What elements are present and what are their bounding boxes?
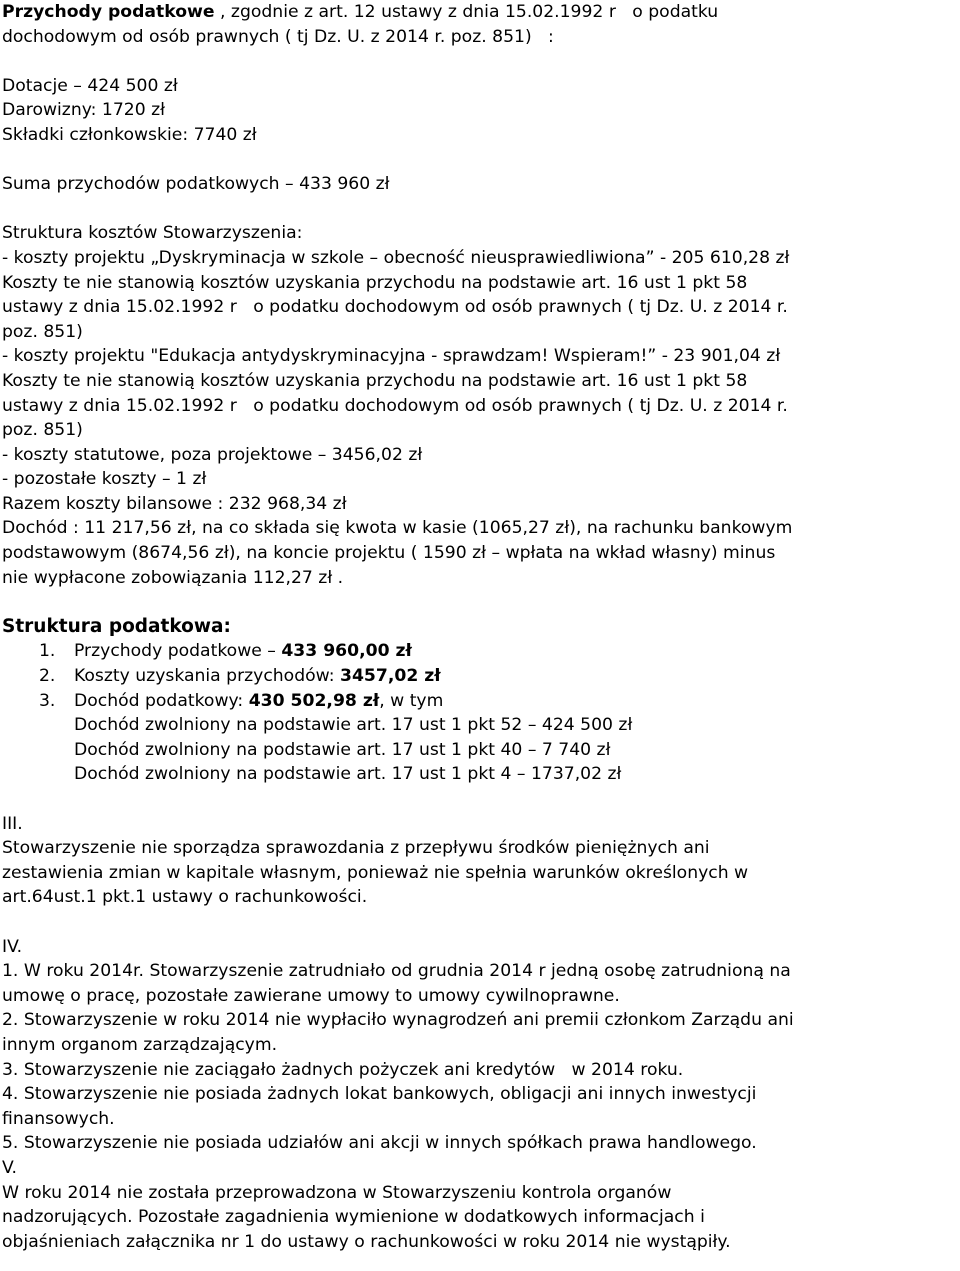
section-4-line: 3. Stowarzyszenie nie zaciągało żadnych pożyczek ani kredytów w 2014 roku. <box>2 1059 684 1080</box>
revenue-line: Darowizny: 1720 zł <box>2 100 166 121</box>
intro-title: Przychody podatkowe <box>2 2 215 22</box>
section-5-line: objaśnieniach załącznika nr 1 do ustawy o rachunkowości w roku 2014 nie wystąpiły. <box>2 1231 731 1252</box>
section-5-line: nadzorujących. Pozostałe zagadnienia wymienione w dodatkowych informacjach i <box>2 1207 705 1228</box>
costs-title: Struktura kosztów Stowarzyszenia: <box>2 223 303 244</box>
cost-line: Dochód : 11 217,56 zł, na co składa się kwota w kasie (1065,27 zł), na rachunku bankowym <box>2 518 793 539</box>
section-4-line: innym organom zarządzającym. <box>2 1034 278 1055</box>
cost-line: Razem koszty bilansowe : 232 968,34 zł <box>2 493 347 514</box>
intro-line-2: dochodowym od osób prawnych ( tj Dz. U. z 2014 r. poz. 851) : <box>2 26 554 47</box>
list-item: 3. Dochód podatkowy: 430 502,98 zł, w tym <box>39 690 444 711</box>
revenue-total: Suma przychodów podatkowych – 433 960 zł <box>2 174 390 195</box>
cost-line: nie wypłacone zobowiązania 112,27 zł . <box>2 567 344 588</box>
revenue-line: Składki członkowskie: 7740 zł <box>2 124 257 145</box>
cost-line: poz. 851) <box>2 321 83 342</box>
section-3-line: art.64ust.1 pkt.1 ustawy o rachunkowości. <box>2 887 368 908</box>
list-item: 1. Przychody podatkowe – 433 960,00 zł <box>39 641 412 662</box>
cost-line: ustawy z dnia 15.02.1992 r o podatku dochodowym od osób prawnych ( tj Dz. U. z 2014 r. <box>2 297 788 318</box>
cost-line: - koszty projektu "Edukacja antydyskryminacyjna - sprawdzam! Wspieram!” - 23 901,04 zł <box>2 346 781 367</box>
cost-line: Koszty te nie stanowią kosztów uzyskania przychodu na podstawie art. 16 ust 1 pkt 58 <box>2 370 748 391</box>
exempt-income-line: Dochód zwolniony na podstawie art. 17 ust 1 pkt 52 – 424 500 zł <box>74 715 633 736</box>
section-4-line: 1. W roku 2014r. Stowarzyszenie zatrudniało od grudnia 2014 r jedną osobę zatrudnioną na <box>2 961 791 982</box>
section-4-line: finansowych. <box>2 1108 115 1129</box>
intro-title-rest: , zgodnie z art. 12 ustawy z dnia 15.02.1992 r o podatku <box>214 2 719 22</box>
section-3-line: zestawienia zmian w kapitale własnym, ponieważ nie spełnia warunków określonych w <box>2 862 749 883</box>
cost-line: ustawy z dnia 15.02.1992 r o podatku dochodowym od osób prawnych ( tj Dz. U. z 2014 r. <box>2 395 788 416</box>
revenue-line: Dotacje – 424 500 zł <box>2 75 178 96</box>
section-4-title: IV. <box>2 936 23 957</box>
intro-line-1 <box>2 0 958 25</box>
section-5-title: V. <box>2 1157 18 1178</box>
section-4-line: 4. Stowarzyszenie nie posiada żadnych lokat bankowych, obligacji ani innych inwestycji <box>2 1084 757 1105</box>
exempt-income-line: Dochód zwolniony na podstawie art. 17 ust 1 pkt 40 – 7 740 zł <box>74 739 611 760</box>
tax-structure-title: Struktura podatkowa: <box>2 615 231 637</box>
exempt-income-line: Dochód zwolniony na podstawie art. 17 ust 1 pkt 4 – 1737,02 zł <box>74 764 622 785</box>
cost-line: - pozostałe koszty – 1 zł <box>2 469 207 490</box>
cost-line: - koszty statutowe, poza projektowe – 3456,02 zł <box>2 444 423 465</box>
section-5-line: W roku 2014 nie została przeprowadzona w Stowarzyszeniu kontrola organów <box>2 1182 672 1203</box>
list-item: 2. Koszty uzyskania przychodów: 3457,02 zł <box>39 666 441 687</box>
cost-line: Koszty te nie stanowią kosztów uzyskania przychodu na podstawie art. 16 ust 1 pkt 58 <box>2 272 748 293</box>
section-4-line: 5. Stowarzyszenie nie posiada udziałów ani akcji w innych spółkach prawa handlowego. <box>2 1133 757 1154</box>
section-3-line: Stowarzyszenie nie sporządza sprawozdania z przepływu środków pieniężnych ani <box>2 838 710 859</box>
cost-line: poz. 851) <box>2 420 83 441</box>
cost-line: - koszty projektu „Dyskryminacja w szkole – obecność nieusprawiedliwiona” - 205 610,28 zł <box>2 247 790 268</box>
cost-line: podstawowym (8674,56 zł), na koncie projektu ( 1590 zł – wpłata na wkład własny) minus <box>2 543 776 564</box>
tax-structure-list <box>2 639 958 713</box>
section-4-line: umowę o pracę, pozostałe zawierane umowy to umowy cywilnoprawne. <box>2 985 620 1006</box>
section-4-line: 2. Stowarzyszenie w roku 2014 nie wypłaciło wynagrodzeń ani premii członkom Zarządu ani <box>2 1010 794 1031</box>
section-3-title: III. <box>2 813 23 834</box>
